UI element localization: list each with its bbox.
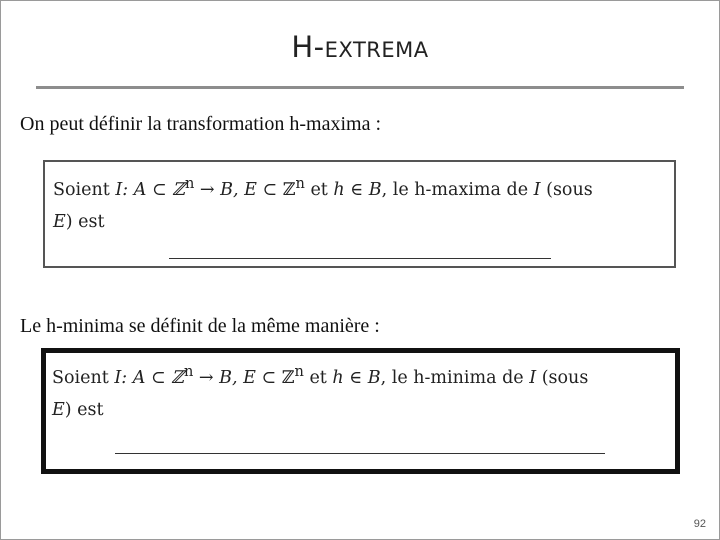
maxima-statement: Soient I: A ⊂ ℤ$^n$ → B, E ⊂ ℤ$^n$ et h ∈ B, le h-maxima de I (sous E) est — [53, 175, 593, 232]
intro-maxima-text: On peut définir la transformation h-maxima : — [20, 113, 382, 135]
minima-definition-box — [41, 348, 680, 474]
slide-title: H-EXTREMA — [291, 30, 429, 64]
formula-placeholder-line — [115, 453, 605, 454]
page-number: 92 — [693, 518, 706, 530]
maxima-definition-box — [43, 160, 676, 268]
minima-statement: Soient I: A ⊂ ℤ$^n$ → B, E ⊂ ℤ$^n$ et h ∈ B, le h-minima de I (sous E) est — [52, 363, 589, 420]
title-underline — [36, 86, 684, 89]
intro-minima-text: Le h-minima se définit de la même manière : — [20, 315, 380, 337]
formula-placeholder-line — [169, 258, 551, 259]
